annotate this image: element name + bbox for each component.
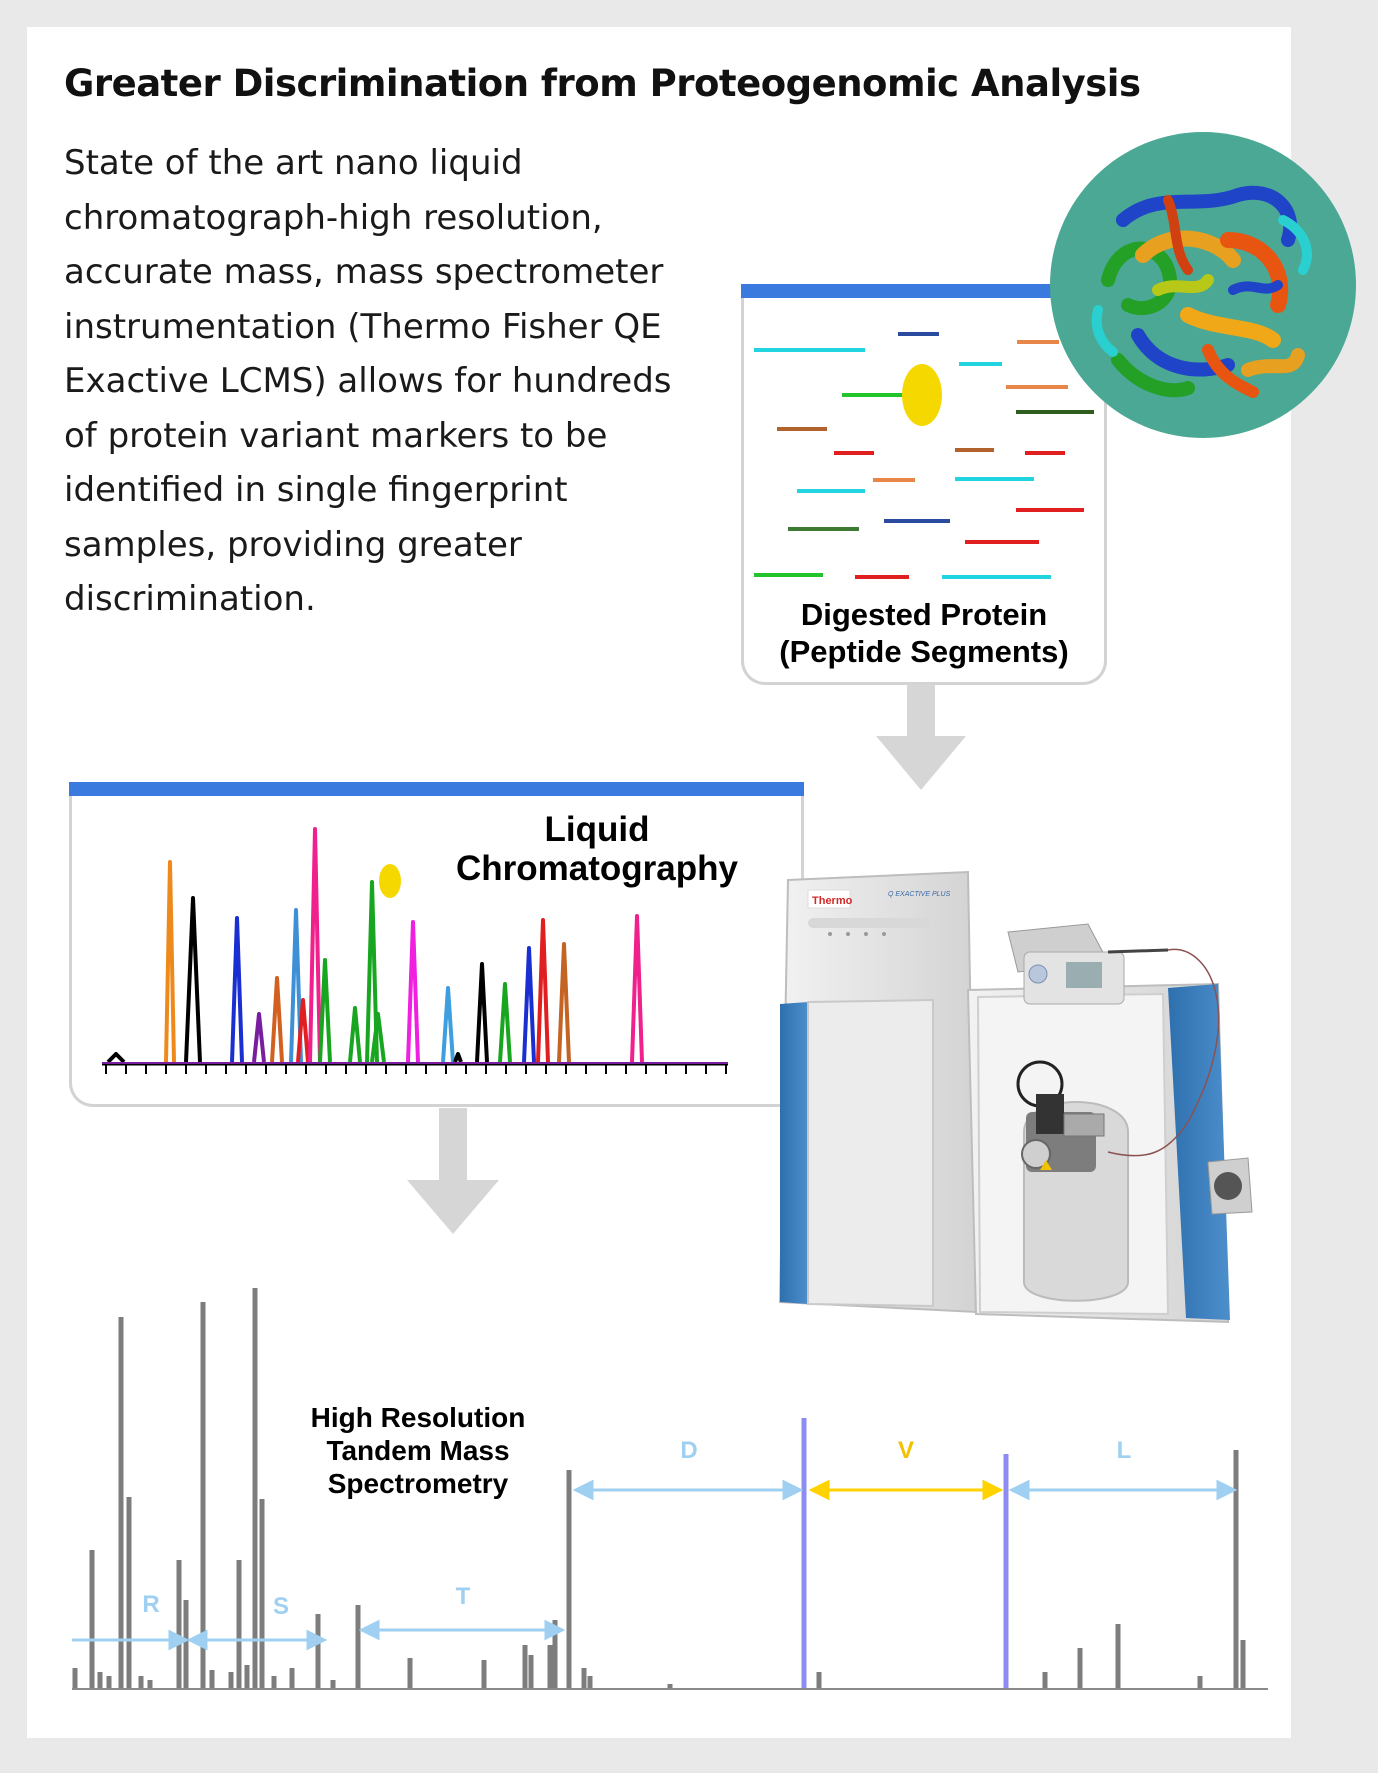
model-label: Q EXACTIVE PLUS bbox=[888, 891, 951, 898]
ms-label-line2: Tandem Mass bbox=[326, 1435, 510, 1466]
aa-label-v: V bbox=[897, 1437, 915, 1464]
aa-label-s: S bbox=[272, 1593, 290, 1620]
lc-label-line2: Chromatography bbox=[456, 849, 738, 888]
ms-label-line1: High Resolution bbox=[310, 1402, 526, 1433]
intro-paragraph: State of the art nano liquid chromatograph-high resolution, accurate mass, mass spectrometer instrumentation (Thermo Fisher QE Exactive LCMS) allows for hundreds of protein variant markers to be identified in single fingerprint samples, providing greater discrimination. bbox=[64, 143, 672, 619]
lc-label-line1: Liquid bbox=[544, 810, 650, 849]
page-title: Greater Discrimination from Proteogenomic Analysis bbox=[64, 62, 1141, 105]
digested-label-line2: (Peptide Segments) bbox=[779, 634, 1069, 669]
aa-label-d: D bbox=[680, 1437, 698, 1464]
brand-logo-text: Thermo bbox=[812, 895, 853, 907]
aa-label-t: T bbox=[455, 1583, 471, 1610]
aa-label-r: R bbox=[142, 1591, 160, 1618]
aa-label-l: L bbox=[1116, 1437, 1132, 1464]
ms-label-line3: Spectrometry bbox=[327, 1468, 509, 1499]
digested-label-line1: Digested Protein bbox=[800, 597, 1048, 632]
ms-label bbox=[278, 1401, 558, 1500]
